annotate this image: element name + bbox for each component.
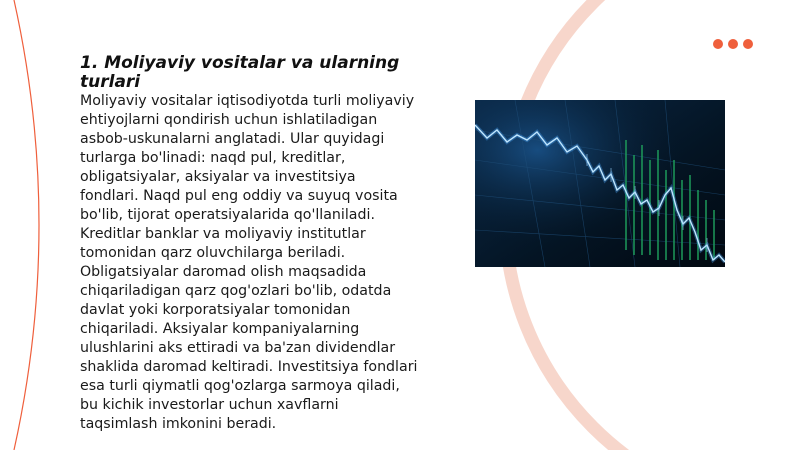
- slide-title: 1. Moliyaviy vositalar va ularning turlari: [80, 53, 400, 92]
- three-dots-icon: [713, 39, 753, 49]
- decorative-arc-left: [14, 0, 39, 450]
- stock-chart-photo: [475, 100, 725, 267]
- stock-chart-image: [475, 100, 725, 267]
- dot-icon: [713, 39, 723, 49]
- dot-icon: [743, 39, 753, 49]
- dot-icon: [728, 39, 738, 49]
- slide-body-text: Moliyaviy vositalar iqtisodiyotda turli moliyaviy ehtiyojlarni qondirish uchun ishlatiladigan asbob-uskunalarni anglatadi. Ular quyidagi turlarga bo'linadi: naqd pul, kreditlar, obligatsiyalar, aksiyalar va investitsiya fondlari. Naqd pul eng oddiy va suyuq vosita bo'lib, tijorat operatsiyalarida qo'llaniladi. Kreditlar banklar va moliyaviy institutlar tomonidan qarz oluvchilarga beriladi. Obligatsiyalar daromad olish maqsadida chiqariladigan qarz qog'ozlari bo'lib, odatda davlat yoki korporatsiyalar tomonidan chiqariladi. Aksiyalar kompaniyalarning ulushlarini aks ettiradi va ba'zan dividendlar shaklida daromad keltiradi. Investitsiya fondlari esa turli qiymatli qog'ozlarga sarmoya qiladi, bu kichik investorlar uchun xavflarni taqsimlash imkonini beradi.: [80, 93, 418, 432]
